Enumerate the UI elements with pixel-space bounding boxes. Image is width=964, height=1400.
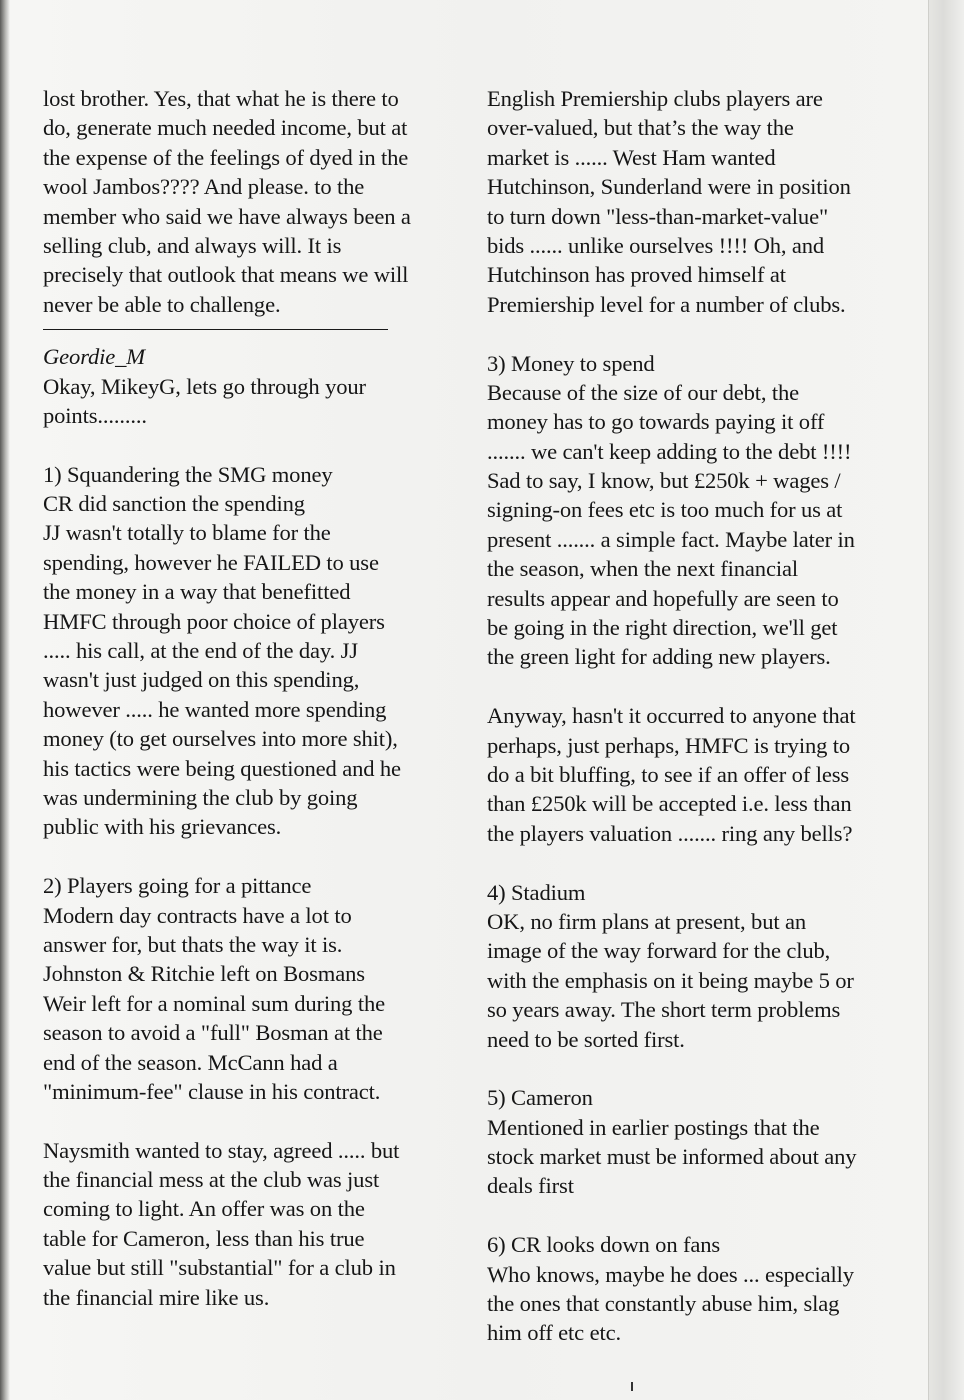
text-line: the season, when the next financial [487, 556, 798, 582]
text-line: selling club, and always will. It is [43, 232, 342, 258]
text-line: need to be sorted first. [487, 1026, 685, 1052]
text-line: the expense of the feelings of dyed in the [43, 144, 409, 170]
text-line: Modern day contracts have a lot to [43, 902, 352, 928]
paragraph-gap [487, 1201, 912, 1230]
text-line: signing-on fees etc is too much for us at [487, 497, 843, 523]
text-line: his tactics were being questioned and he [43, 755, 401, 781]
text-line: wasn't just judged on this spending, [43, 667, 360, 693]
text-line: Anyway, hasn't it occurred to anyone that [487, 703, 856, 729]
text-line: points......... [43, 402, 147, 428]
text-line: ....... we can't keep adding to the debt !!!! [487, 438, 852, 464]
paragraph-gap [43, 842, 468, 871]
text-line: public with his grievances. [43, 814, 282, 840]
text-line: however ..... he wanted more spending [43, 696, 387, 722]
text-line: JJ wasn't totally to blame for the [43, 520, 331, 546]
text-line: bids ...... unlike ourselves !!!! Oh, and [487, 232, 825, 258]
text-line: money (to get ourselves into more shit), [43, 726, 398, 752]
text-line: so years away. The short term problems [487, 997, 841, 1023]
text-line: never be able to challenge. [43, 291, 281, 317]
page-mark [631, 1382, 633, 1391]
text-line: Hutchinson has proved himself at [487, 262, 786, 288]
text-line: English Premiership clubs players are [487, 86, 823, 111]
text-line: value but still "substantial" for a club in [43, 1255, 396, 1281]
section-divider [43, 329, 388, 330]
text-line: Okay, MikeyG, lets go through your [43, 373, 366, 399]
paragraph-gap [487, 1054, 912, 1083]
text-line: ..... his call, at the end of the day. JJ [43, 638, 358, 664]
paragraph-naysmith [43, 1136, 468, 1312]
paragraph-gap [487, 848, 912, 877]
text-line: the financial mire like us. [43, 1284, 270, 1310]
text-line: CR did sanction the spending [43, 491, 305, 517]
text-line: HMFC through poor choice of players [43, 608, 385, 634]
text-line: money has to go towards paying it off [487, 409, 825, 435]
right-column [487, 84, 912, 1348]
paragraph-intro [43, 372, 468, 431]
text-line: coming to light. An offer was on the [43, 1196, 365, 1222]
scan-left-edge [0, 0, 10, 1400]
text-line: the ones that constantly abuse him, slag [487, 1291, 840, 1317]
point-heading: 5) Cameron [487, 1085, 593, 1111]
text-line: lost brother. Yes, that what he is there to [43, 86, 399, 111]
text-line: answer for, but thats the way it is. [43, 931, 343, 957]
paragraph-anyway [487, 701, 912, 848]
text-line: precisely that outlook that means we will [43, 262, 409, 288]
point-heading: 6) CR looks down on fans [487, 1232, 721, 1258]
text-line: the financial mess at the club was just [43, 1167, 380, 1193]
text-line: end of the season. McCann had a [43, 1049, 338, 1075]
text-line: perhaps, just perhaps, HMFC is trying to [487, 732, 851, 758]
text-line: market is ...... West Ham wanted [487, 144, 776, 170]
text-line: Because of the size of our debt, the [487, 379, 800, 405]
text-line: present ....... a simple fact. Maybe later in [487, 526, 855, 552]
author-name: Geordie_M [43, 344, 145, 370]
text-line: spending, however he FAILED to use [43, 549, 379, 575]
paragraph-point-2 [43, 871, 468, 1106]
text-line: results appear and hopefully are seen to [487, 585, 839, 611]
text-line: stock market must be informed about any [487, 1144, 857, 1170]
paragraph-point-5 [487, 1083, 912, 1201]
text-line: over-valued, but that’s the way the [487, 115, 794, 141]
text-line: wool Jambos???? And please. to the [43, 174, 365, 200]
text-line: Weir left for a nominal sum during the [43, 990, 385, 1016]
text-line: season to avoid a "full" Bosman at the [43, 1020, 383, 1046]
text-line: than £250k will be accepted i.e. less than [487, 791, 852, 817]
paragraph-gap [487, 319, 912, 348]
text-line: OK, no firm plans at present, but an [487, 908, 806, 934]
left-column [43, 84, 468, 1312]
paragraph-point-6 [487, 1230, 912, 1348]
text-line: Johnston & Ritchie left on Bosmans [43, 961, 365, 987]
text-line: table for Cameron, less than his true [43, 1225, 365, 1251]
paragraph-gap [487, 672, 912, 701]
text-line: Sad to say, I know, but £250k + wages / [487, 468, 841, 494]
point-heading: 1) Squandering the SMG money [43, 461, 333, 487]
text-line: the green light for adding new players. [487, 644, 831, 670]
text-line: image of the way forward for the club, [487, 938, 831, 964]
text-line: the players valuation ....... ring any bells? [487, 820, 853, 846]
page-right-edge [928, 0, 964, 1400]
point-heading: 4) Stadium [487, 879, 586, 905]
text-line: with the emphasis on it being maybe 5 or [487, 967, 854, 993]
paragraph-point-4 [487, 878, 912, 1054]
point-heading: 2) Players going for a pittance [43, 873, 312, 899]
text-line: Mentioned in earlier postings that the [487, 1114, 820, 1140]
text-line: deals first [487, 1173, 574, 1199]
text-line: do a bit bluffing, to see if an offer of less [487, 761, 849, 787]
text-line: the money in a way that benefitted [43, 579, 351, 605]
text-line: Naysmith wanted to stay, agreed ..... but [43, 1137, 400, 1163]
paragraph-premiership [487, 84, 912, 319]
text-line: Who knows, maybe he does ... especially [487, 1261, 854, 1287]
paragraph-gap [43, 430, 468, 459]
paragraph-gap [43, 1106, 468, 1135]
text-line: Hutchinson, Sunderland were in position [487, 174, 851, 200]
paragraph-point-1 [43, 460, 468, 842]
text-line: do, generate much needed income, but at [43, 115, 408, 141]
text-line: member who said we have always been a [43, 203, 411, 229]
text-line: to turn down "less-than-market-value" [487, 203, 829, 229]
point-heading: 3) Money to spend [487, 350, 655, 376]
text-line: Premiership level for a number of clubs. [487, 291, 846, 317]
paragraph-lost-brother [43, 84, 468, 319]
text-line: was undermining the club by going [43, 784, 358, 810]
text-line: be going in the right direction, we'll get [487, 615, 838, 641]
text-line: him off etc etc. [487, 1320, 621, 1346]
text-line: "minimum-fee" clause in his contract. [43, 1078, 381, 1104]
paragraph-point-3 [487, 349, 912, 672]
